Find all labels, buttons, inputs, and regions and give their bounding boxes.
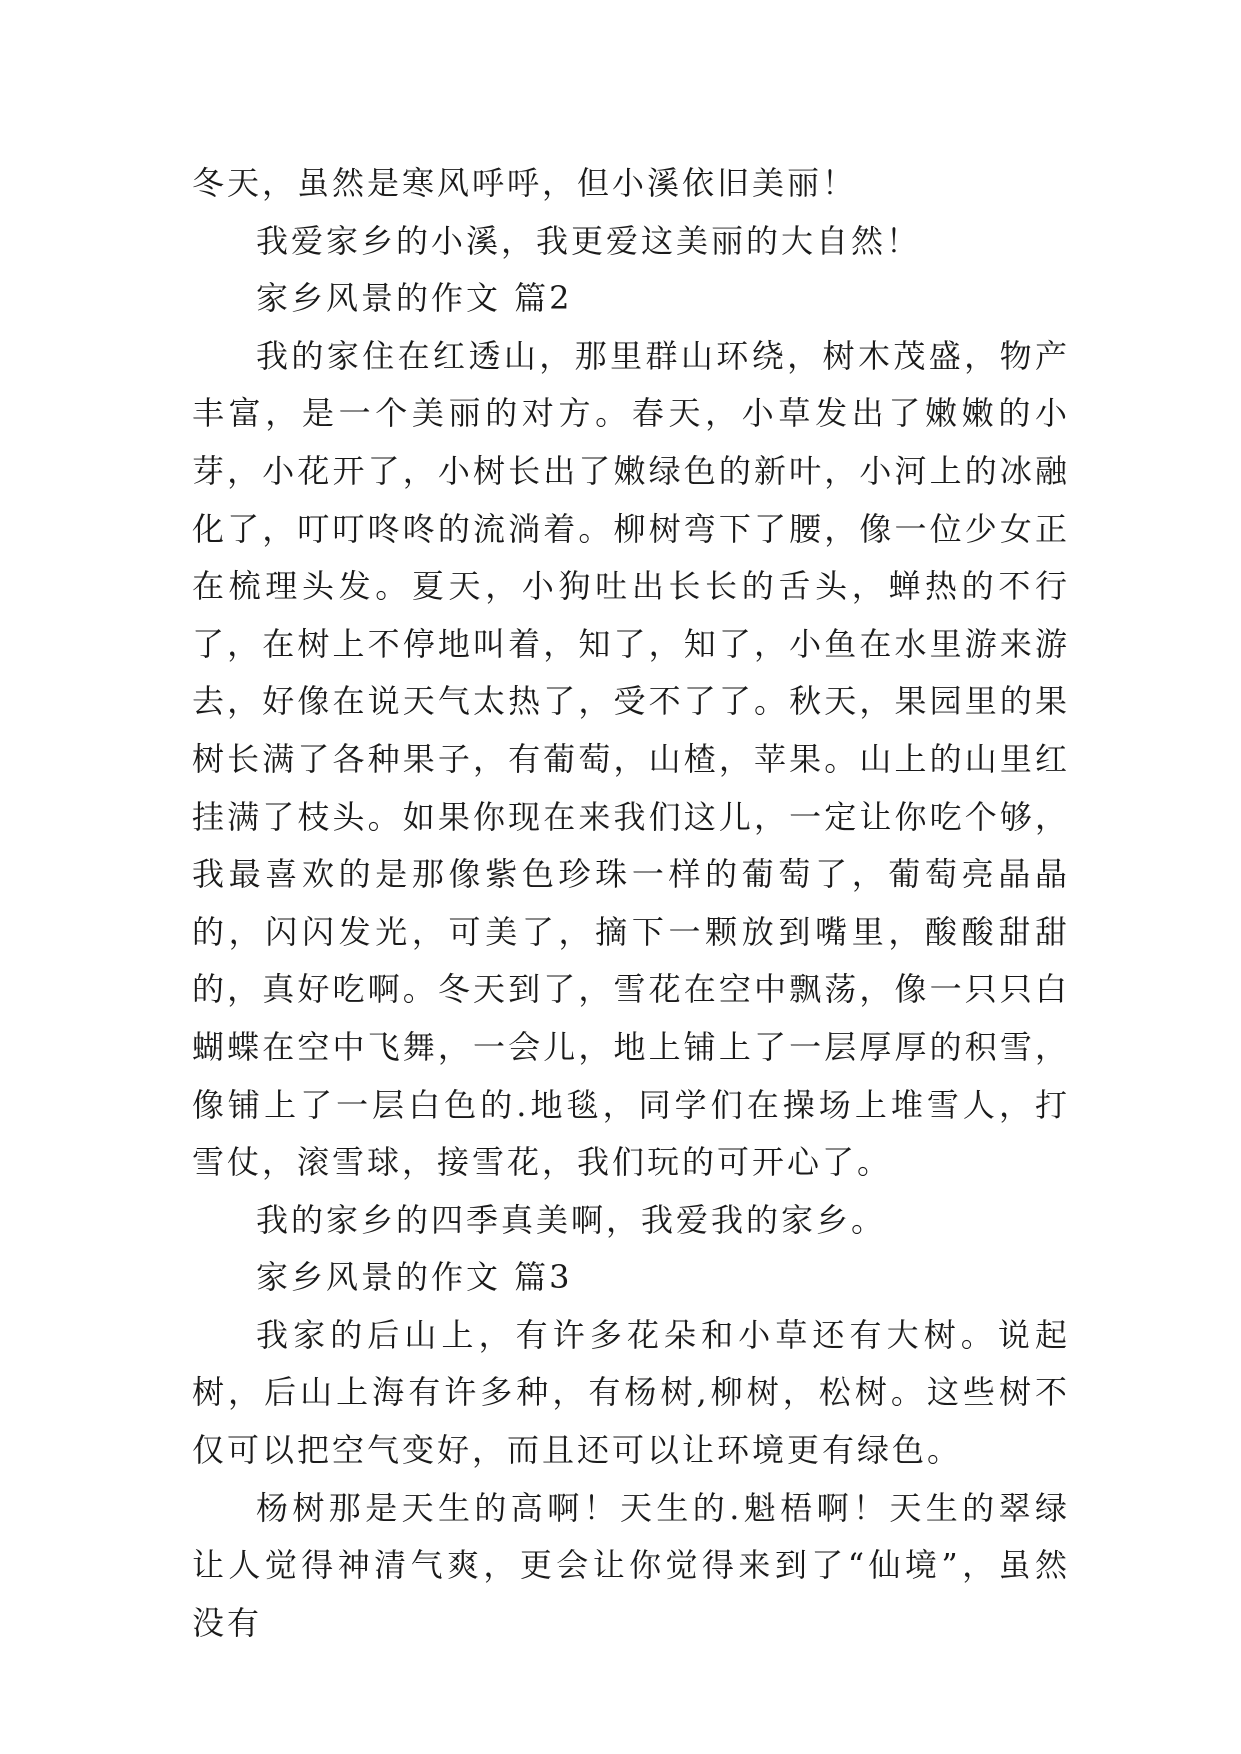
document-body bbox=[192, 155, 1070, 1652]
paragraph-poplar: 杨树那是天生的高啊！天生的.魁梧啊！天生的翠绿让人觉得神清气爽，更会让你觉得来到了“仙境”，虽然没有 bbox=[192, 1488, 1070, 1642]
paragraph-back-hill: 我家的后山上，有许多花朵和小草还有大树。说起树，后山上海有许多种，有杨树,柳树，松树。这些树不仅可以把空气变好，而且还可以让环境更有绿色。 bbox=[192, 1315, 1070, 1470]
section-heading-2: 家乡风景的作文 篇2 bbox=[256, 279, 573, 318]
paragraph-winter-stream: 冬天，虽然是寒风呼呼，但小溪依旧美丽！ bbox=[192, 164, 858, 202]
section-heading-3: 家乡风景的作文 篇3 bbox=[256, 1258, 573, 1297]
paragraph-love-stream: 我爱家乡的小溪，我更爱这美丽的大自然！ bbox=[256, 221, 922, 260]
paragraph-love-hometown: 我的家乡的四季真美啊，我爱我的家乡。 bbox=[256, 1200, 887, 1239]
paragraph-four-seasons: 我的家住在红透山，那里群山环绕，树木茂盛，物产丰富，是一个美丽的对方。春天，小草发出了嫩嫩的小芽，小花开了，小树长出了嫩绿色的新叶，小河上的冰融化了，叮叮咚咚的流淌着。柳树弯下了腰，像一位少女正在梳理头发。夏天，小狗吐出长长的舌头，蝉热的不行了，在树上不停地叫着，知了，知了，小鱼在水里游来游去，好像在说天气太热了，受不了了。秋天，果园里的果树长满了各种果子，有葡萄，山楂，苹果。山上的山里红挂满了枝头。如果你现在来我们这儿，一定让你吃个够，我最喜欢的是那像紫色珍珠一样的葡萄了，葡萄亮晶晶的，闪闪发光，可美了，摘下一颗放到嘴里，酸酸甜甜的，真好吃啊。冬天到了，雪花在空中飘荡，像一只只白蝴蝶在空中飞舞，一会儿，地上铺上了一层厚厚的积雪，像铺上了一层白色的.地毯，同学们在操场上堆雪人，打雪仗，滚雪球，接雪花，我们玩的可开心了。 bbox=[192, 336, 1070, 1182]
